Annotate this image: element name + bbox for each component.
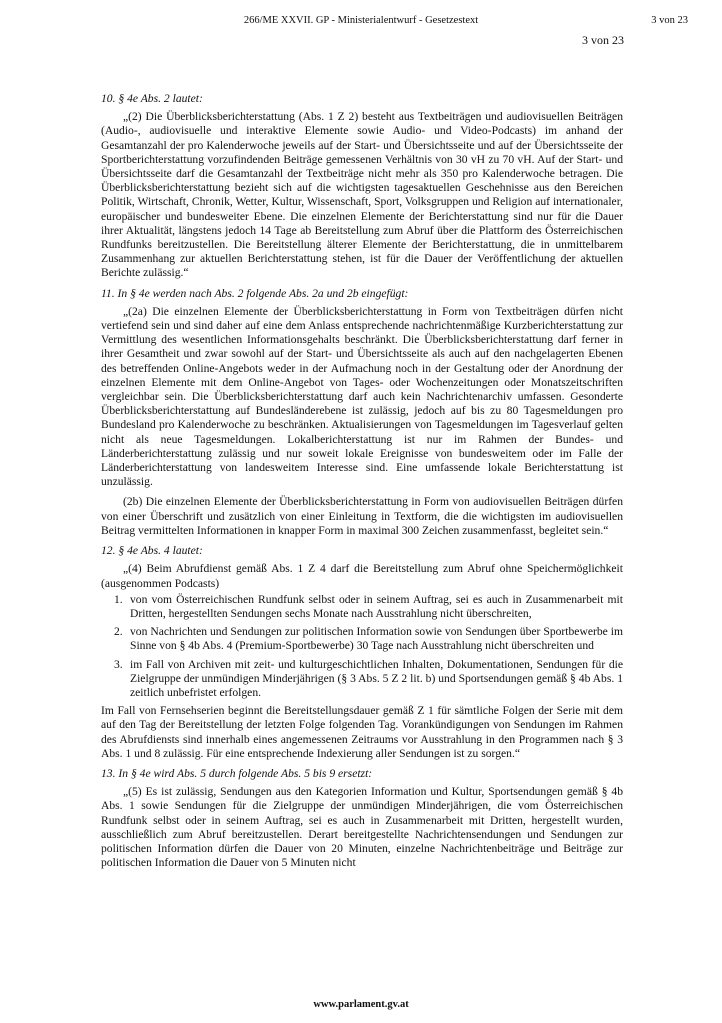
section-closing: Im Fall von Fernsehserien beginnt die Bereitstellungsdauer gemäß Z 1 für sämtliche Folgen der Serie mit dem auf den Tag der Bereitstellung der letzten Folge folgenden Tag. Vorankündigungen von Sendungen im Rahmen des Abrufdiensts sind innerhalb eines angemessenen Zeitraums vor Ausstrahlung in den Programmen nach § 3 Abs. 1 und 8 zulässig. Für eine entsprechende Indexierung aller Sendungen ist zu sorgen.“ — [101, 704, 623, 760]
numbered-list — [101, 593, 623, 700]
list-item-text: von vom Österreichischen Rundfunk selbst oder in seinem Auftrag, sei es auch in Zusammenarbeit mit Dritten, hergestellten Sendungen sechs Monate nach Ausstrahlung nicht überschreiten, — [130, 592, 623, 620]
section-heading: 10. § 4e Abs. 2 lautet: — [101, 92, 203, 105]
list-item-number: 3. — [114, 657, 123, 671]
section-heading: 11. In § 4e werden nach Abs. 2 folgende Abs. 2a und 2b eingefügt: — [101, 286, 409, 300]
list-item — [114, 657, 623, 701]
list-item-text: von Nachrichten und Sendungen zur politischen Information sowie von Sendungen über Sportbewerbe im Sinne von § 4b Abs. 4 (Premium-Sportbewerbe) 30 Tage nach Ausstrahlung nicht überschreiten und — [130, 625, 623, 653]
page-number: 3 von 23 — [582, 33, 624, 47]
document-body — [101, 92, 623, 876]
list-item-number: 1. — [114, 592, 123, 606]
section-paragraph: (2b) Die einzelnen Elemente der Überblicksberichterstattung in Form von audiovisuellen Beiträgen dürfen von einer Überschrift und zusätzlich von einer Einleitung in Textform, die die wichtigsten im audiovisuellen Beitrag vermittelten Informationen in knapper Form in maximal 300 Zeichen zusammenfasst, begleitet sein.“ — [101, 495, 623, 537]
list-item-text: im Fall von Archiven mit zeit- und kulturgeschichtlichen Inhalten, Dokumentationen, Sendungen für die Zielgruppe der unmündigen Minderjährigen (§ 3 Abs. 5 Z 2 lit. b) und Sportsendungen gemäß § 4b Abs. 1 zeitlich unbefristet erfolgen. — [130, 657, 623, 699]
page-indicator-top: 3 von 23 — [651, 15, 688, 26]
section-paragraph: „(2a) Die einzelnen Elemente der Überblicksberichterstattung in Form von Textbeiträgen dürfen nicht vertiefend sein und sind daher auf eine dem Anlass entsprechende nachrichtenmäßige Kurzberichterstattung zur Vermittlung des wesentlichen Informationsgehalts beschränkt. Die Überblicksberichterstattung darf ferner in ihrer Gesamtheit und zwar sowohl auf der Start- und Übersichtsseite als auch auf den nachgelagerten Ebenen des betreffenden Online-Angebots weder in der Aufmachung noch in der Gestaltung oder der Anordnung der einzelnen Elemente mit dem Online-Angebot von Tages- oder Wochenzeitungen oder Monatszeitschriften vergleichbar sein. Die Überblicksberichterstattung darf auch kein Nachrichtenarchiv umfassen. Gesonderte Überblicksberichterstattung auf Bundesländerebene ist zulässig, jedoch auf bis zu 80 Tagesmeldungen pro Bundesland pro Kalenderwoche zu beschränken. Aktualisierungen von Tagesmeldungen im Tagesverlauf gelten nicht als neue Tagesmeldungen. Lokalberichterstattung ist nur im Rahmen der Bundes- und Länderberichterstattung zulässig und nur soweit lokale Ereignisse von bundesweitem oder im Falle der Länderberichterstattung von landesweitem Interesse sind. Eine umfassende lokale Berichterstattung ist unzulässig. — [101, 304, 623, 489]
footer-url: www.parlament.gv.at — [313, 999, 409, 1010]
list-item-number: 2. — [114, 625, 123, 639]
page-header — [0, 0, 722, 47]
section-paragraph: „(2) Die Überblicksberichterstattung (Abs. 1 Z 2) besteht aus Textbeiträgen und audiovisuellen Beiträgen (Audio-, audiovisuelle und interaktive Elemente sowie Audio- und Video-Podcasts) im anhand der Gesamtanzahl der pro Kalenderwoche jeweils auf der Start- und Übersichtsseite und auf der Übersichtsseite der Sportberichterstattung vorzufindenden Beiträge gemessenen Verhältnis von 30 vH zu 70 vH. Auf der Start- und Übersichtsseite darf die Gesamtanzahl der Textbeiträge nicht mehr als 350 pro Kalenderwoche betragen. Die Überblicksberichterstattung bezieht sich auf die wichtigsten tagesaktuellen Geschehnisse aus den Bereichen Politik, Wirtschaft, Chronik, Wetter, Kultur, Wissenschaft, Sport, Volksgruppen und Religion auf internationaler, europäischer und bundesweiter Ebene. Die einzelnen Elemente der Berichterstattung sind nur für die Dauer ihrer Aktualität, längstens jedoch 14 Tage ab Bereitstellung zum Abruf über die Plattform des Österreichischen Rundfunks bereitzustellen. Die Bereitstellung älterer Elemente der Berichterstattung, die in unmittelbarem Zusammenhang zur aktuellen Berichterstattung stehen, ist für die Dauer der Veröffentlichung der aktuellen Berichte zulässig.“ — [101, 110, 623, 280]
section-intro: „(4) Beim Abrufdienst gemäß Abs. 1 Z 4 darf die Bereitstellung zum Abruf ohne Speichermöglichkeit (ausgenommen Podcasts) — [101, 562, 623, 590]
section-heading: 12. § 4e Abs. 4 lautet: — [101, 544, 203, 558]
section-paragraph: „(5) Es ist zulässig, Sendungen aus den Kategorien Information und Kultur, Sportsendungen gemäß § 4b Abs. 1 sowie Sendungen für die Zielgruppe der unmündigen Minderjährigen, die vom Österreichischen Rundfunk selbst oder in seinem Auftrag, sei es auch in Zusammenarbeit mit Dritten, hergestellt wurden, ausschließlich zum Abruf bereitzustellen. Derart bereitgestellte Nachrichtensendungen und Sendungen zur politischen Information dürfen die Dauer von 20 Minuten, einzelne Nachrichtenbeiträge und Beiträge zur politischen Information die Dauer von 5 Minuten nicht — [101, 785, 623, 870]
list-item — [114, 625, 623, 653]
list-item — [114, 592, 623, 621]
document-title: 266/ME XXVII. GP - Ministerialentwurf - Gesetzestext — [243, 15, 479, 26]
section-heading: 13. In § 4e wird Abs. 5 durch folgende Abs. 5 bis 9 ersetzt: — [101, 766, 373, 780]
